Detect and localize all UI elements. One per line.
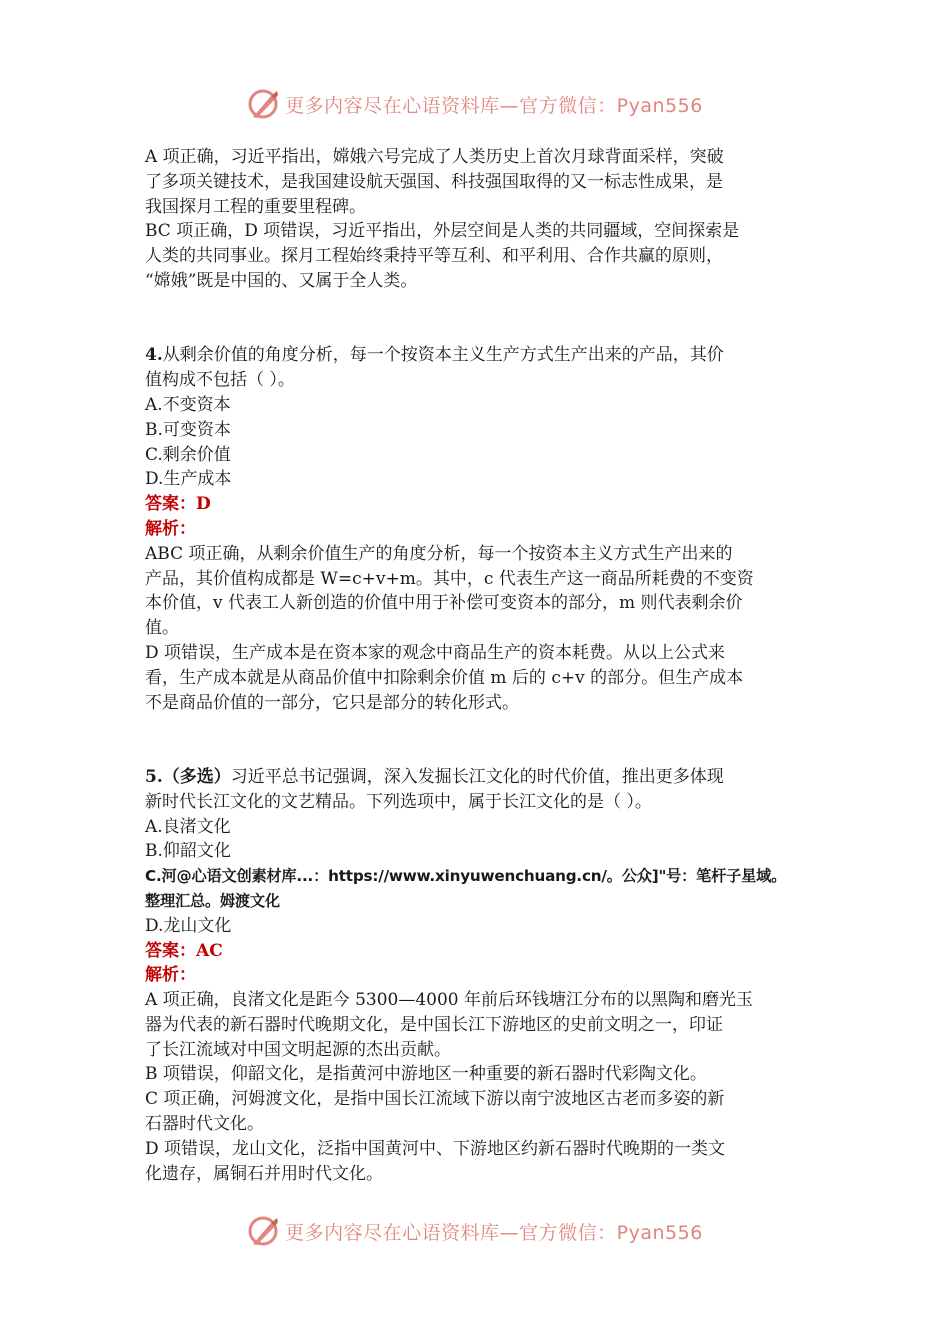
analysis-line: 本价值，v 代表工人新创造的价值中用于补偿可变资本的部分，m 则代表剩余价 [145,593,743,614]
header-watermark [0,84,950,124]
option-c: C.河@心语文创素材库...：https://www.xinyuwenchuang.cn/。公众]"号：笔杆子星域。 [145,867,787,886]
question-5 [145,765,810,1187]
question-4-stem [145,343,810,368]
analysis-line: ABC 项正确，从剩余价值生产的角度分析，每一个按资本主义方式生产出来的 [145,543,733,564]
document-body [145,145,810,1186]
text-line: BC 项正确，D 项错误，习近平指出，外层空间是人类的共同疆域，空间探索是 [145,221,740,242]
stem-text: 习近平总书记强调，深入发掘长江文化的时代价值，推出更多体现 [230,766,724,787]
option-a: A.不变资本 [145,394,231,415]
text-line: 我国探月工程的重要里程碑。 [145,196,366,217]
analysis-line: 值。 [145,618,179,639]
footer-watermark [0,1211,950,1251]
option-d: D.生产成本 [145,469,232,490]
analysis-line: 产品，其价值构成都是 W=c+v+m。其中，c 代表生产这一商品所耗费的不变资 [145,568,754,589]
analysis-line: 器为代表的新石器时代晚期文化，是中国长江下游地区的史前文明之一，印证 [145,1014,723,1035]
option-a: A.良渚文化 [145,816,231,837]
text-line: “嫦娥”既是中国的、又属于全人类。 [145,270,418,291]
analysis-line: A 项正确，良渚文化是距今 5300—4000 年前后环钱塘江分布的以黑陶和磨光玉 [145,990,754,1011]
analysis-line: 了长江流域对中国文明起源的杰出贡献。 [145,1039,451,1060]
option-c-continued: 整理汇总。姆渡文化 [145,891,280,910]
question-number: 4. [145,345,163,366]
answer-label: 答案：D [145,494,211,515]
stem-text: 值构成不包括（ ）。 [145,370,295,391]
analysis-label: 解析： [145,518,196,539]
stem-text: 新时代长江文化的文艺精品。下列选项中，属于长江文化的是（ ）。 [145,791,652,812]
analysis-line: B 项错误，仰韶文化，是指黄河中游地区一种重要的新石器时代彩陶文化。 [145,1064,707,1085]
prev-explanation [145,145,810,294]
text-line: A 项正确，习近平指出，嫦娥六号完成了人类历史上首次月球背面采样，突破 [145,147,724,167]
option-c: C.剩余价值 [145,444,231,465]
option-b: B.仰韶文化 [145,841,231,862]
footer-watermark-text: 更多内容尽在心语资料库—官方微信：Pyan556 [285,1221,703,1244]
analysis-line: D 项错误，生产成本是在资本家的观念中商品生产的资本耗费。从以上公式来 [145,642,726,663]
option-b: B.可变资本 [145,419,231,440]
option-d: D.龙山文化 [145,915,232,936]
pen-logo-icon [247,1214,281,1248]
question-5-stem [145,765,810,790]
analysis-line: 石器时代文化。 [145,1114,264,1135]
analysis-line: D 项错误，龙山文化，泛指中国黄河中、下游地区约新石器时代晚期的一类文 [145,1138,726,1159]
pen-logo-icon [247,87,281,121]
question-number: 5. [145,766,163,787]
text-line: 人类的共同事业。探月工程始终秉持平等互利、和平利用、合作共赢的原则， [145,246,723,267]
analysis-label: 解析： [145,965,196,986]
analysis-line: C 项正确，河姆渡文化，是指中国长江流域下游以南宁波地区古老而多姿的新 [145,1089,725,1110]
multi-select-tag: （多选） [162,766,231,787]
stem-text: 从剩余价值的角度分析，每一个按资本主义生产方式生产出来的产品，其价 [162,345,724,366]
answer-label: 答案：AC [145,940,223,961]
analysis-line: 看，生产成本就是从商品价值中扣除剩余价值 m 后的 c+v 的部分。但生产成本 [145,667,744,688]
analysis-line: 化遗存，属铜石并用时代文化。 [145,1163,383,1184]
text-line: 了多项关键技术，是我国建设航天强国、科技强国取得的又一标志性成果，是 [145,171,723,192]
header-watermark-text: 更多内容尽在心语资料库—官方微信：Pyan556 [285,94,703,117]
analysis-line: 不是商品价值的一部分，它只是部分的转化形式。 [145,692,519,713]
question-4 [145,343,810,715]
